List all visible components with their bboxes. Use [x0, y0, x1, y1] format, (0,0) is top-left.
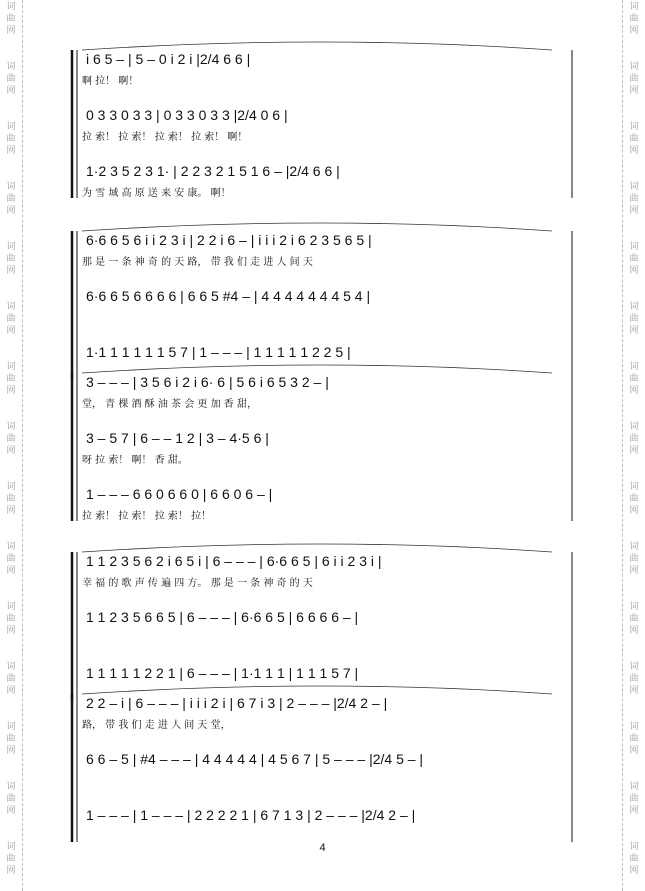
staff-lyric: 堂， 青 棵 酒 酥 油 茶 会 更 加 香 甜，: [82, 399, 257, 410]
watermark-glyph: 曲: [6, 434, 16, 444]
watermark-glyph: 网: [629, 746, 639, 756]
slur: [82, 544, 552, 552]
watermark-glyph: 词: [6, 62, 16, 72]
staff-lyric: 路， 带 我 们 走 进 人 间 天 堂，: [82, 720, 231, 731]
staff-notes: 3 – 5 7 | 6 – – 1 2 | 3 – 4·5 6 |: [86, 430, 269, 446]
watermark-glyph: 词: [6, 242, 16, 252]
watermark-glyph: 网: [6, 686, 16, 696]
watermark-glyph: 词: [6, 122, 16, 132]
watermark-glyph: 词: [629, 182, 639, 192]
watermark-glyph: 曲: [629, 794, 639, 804]
watermark-glyph: 词: [629, 482, 639, 492]
watermark-glyph: 曲: [629, 614, 639, 624]
page-number: 4: [319, 842, 326, 854]
staff-lyric: 拉 索！ 拉 索！ 拉 索！ 拉！: [82, 511, 212, 522]
watermark-glyph: 词: [629, 722, 639, 732]
watermark-glyph: 网: [629, 326, 639, 336]
watermark-glyph: 曲: [629, 854, 639, 864]
watermark-glyph: 曲: [629, 74, 639, 84]
watermark-glyph: 词: [629, 62, 639, 72]
watermark-glyph: 词: [6, 782, 16, 792]
staff-notes: 6·6 6 5 6 i i 2 3 i | 2 2 i 6 – | i i i 2 i 6 2 3 5 6 5 |: [86, 232, 372, 248]
slur: [82, 42, 552, 50]
watermark-glyph: 网: [629, 866, 639, 876]
watermark-glyph: 网: [6, 566, 16, 576]
watermark-glyph: 词: [6, 602, 16, 612]
watermark-glyph: 网: [629, 506, 639, 516]
watermark-glyph: 曲: [6, 74, 16, 84]
watermark-glyph: 网: [6, 326, 16, 336]
watermark-glyph: 词: [6, 542, 16, 552]
watermark-glyph: 词: [629, 662, 639, 672]
watermark-glyph: 词: [629, 602, 639, 612]
staff-notes: 1·1 1 1 1 1 1 5 7 | 1 – – – | 1 1 1 1 1 2 2 5 |: [86, 344, 351, 360]
staff-lyric: 啊 拉！ 啊！: [82, 76, 139, 87]
watermark-glyph: 网: [629, 386, 639, 396]
watermark-glyph: 曲: [629, 374, 639, 384]
watermark-glyph: 词: [629, 842, 639, 852]
watermark-glyph: 曲: [629, 134, 639, 144]
watermark-glyph: 曲: [629, 554, 639, 564]
watermark-glyph: 网: [6, 866, 16, 876]
staff-lyric: 那 是 一 条 神 奇 的 天 路， 带 我 们 走 进 人 间 天: [82, 257, 313, 268]
watermark-glyph: 词: [6, 722, 16, 732]
watermark-glyph: 网: [6, 206, 16, 216]
watermark-glyph: 曲: [6, 14, 16, 24]
watermark-glyph: 网: [629, 686, 639, 696]
watermark-glyph: 曲: [629, 734, 639, 744]
watermark-glyph: 曲: [6, 374, 16, 384]
staff-notes: 0 3 3 0 3 3 | 0 3 3 0 3 3 |2/4 0 6 |: [86, 107, 288, 123]
watermark-glyph: 词: [629, 2, 639, 12]
staff-notes: 3 – – – | 3 5 6 i 2 i 6· 6 | 5 6 i 6 5 3 2 – |: [86, 374, 329, 390]
watermark-glyph: 词: [6, 422, 16, 432]
watermark-glyph: 曲: [629, 254, 639, 264]
slur: [82, 686, 552, 694]
watermark-glyph: 词: [629, 422, 639, 432]
watermark-glyph: 曲: [6, 494, 16, 504]
watermark-glyph: 网: [6, 626, 16, 636]
slur: [82, 365, 552, 373]
staff-notes: 1 1 2 3 5 6 2 i 6 5 i | 6 – – – | 6·6 6 5 | 6 i i 2 3 i |: [86, 553, 382, 569]
watermark-glyph: 词: [6, 362, 16, 372]
watermark-glyph: 网: [629, 206, 639, 216]
watermark-glyph: 网: [6, 386, 16, 396]
watermark-glyph: 词: [629, 302, 639, 312]
watermark-glyph: 网: [6, 146, 16, 156]
staff-notes: 1 – – – 6 6 0 6 6 0 | 6 6 0 6 – |: [86, 486, 273, 502]
watermark-glyph: 网: [629, 26, 639, 36]
watermark-glyph: 网: [629, 446, 639, 456]
watermark-glyph: 曲: [6, 314, 16, 324]
watermark-glyph: 词: [6, 182, 16, 192]
watermark-glyph: 网: [629, 266, 639, 276]
watermark-glyph: 曲: [629, 314, 639, 324]
watermark-glyph: 词: [6, 482, 16, 492]
watermark-glyph: 曲: [629, 494, 639, 504]
watermark-glyph: 网: [6, 806, 16, 816]
staff-lyric: 为 雪 域 高 原 送 来 安 康。 啊！: [82, 188, 231, 199]
watermark-glyph: 网: [6, 86, 16, 96]
staff-lyric: 呀 拉 索！ 啊！ 香 甜。: [82, 455, 188, 466]
staff-notes: 1·2 3 5 2 3 1· | 2 2 3 2 1 5 1 6 – |2/4 6 6 |: [86, 163, 340, 179]
watermark-glyph: 曲: [6, 554, 16, 564]
watermark-glyph: 词: [629, 782, 639, 792]
watermark-glyph: 曲: [629, 194, 639, 204]
watermark-glyph: 网: [629, 86, 639, 96]
watermark-glyph: 曲: [629, 434, 639, 444]
watermark-glyph: 网: [629, 566, 639, 576]
watermark-glyph: 曲: [6, 134, 16, 144]
staff-notes: 6 6 – 5 | #4 – – – | 4 4 4 4 4 | 4 5 6 7 | 5 – – – |2/4 5 – |: [86, 751, 424, 767]
watermark-glyph: 词: [629, 362, 639, 372]
watermark-glyph: 词: [629, 542, 639, 552]
watermark-glyph: 曲: [6, 734, 16, 744]
watermark-glyph: 词: [6, 842, 16, 852]
watermark-glyph: 词: [629, 242, 639, 252]
watermark-glyph: 词: [629, 122, 639, 132]
slur: [82, 223, 552, 231]
watermark-glyph: 曲: [6, 254, 16, 264]
watermark-glyph: 网: [6, 266, 16, 276]
staff-notes: 2 2 – i | 6 – – – | i i i 2 i | 6 7 i 3 | 2 – – – |2/4 2 – |: [86, 695, 388, 711]
staff-notes: 6·6 6 5 6 6 6 6 | 6 6 5 #4 – | 4 4 4 4 4 4 4 5 4 |: [86, 288, 371, 304]
staff-lyric: 幸 福 的 歌 声 传 遍 四 方。 那 是 一 条 神 奇 的 天: [82, 578, 313, 589]
watermark-glyph: 网: [629, 626, 639, 636]
watermark-glyph: 网: [629, 146, 639, 156]
watermark-glyph: 曲: [6, 194, 16, 204]
watermark-glyph: 词: [6, 302, 16, 312]
watermark-glyph: 网: [6, 746, 16, 756]
staff-notes: 1 – – – | 1 – – – | 2 2 2 2 1 | 6 7 1 3 | 2 – – – |2/4 2 – |: [86, 807, 416, 823]
watermark-glyph: 网: [6, 506, 16, 516]
watermark-glyph: 曲: [629, 14, 639, 24]
watermark-glyph: 词: [6, 2, 16, 12]
watermark-glyph: 曲: [6, 854, 16, 864]
watermark-glyph: 曲: [6, 614, 16, 624]
watermark-glyph: 网: [6, 26, 16, 36]
watermark-glyph: 网: [629, 806, 639, 816]
watermark-glyph: 曲: [6, 674, 16, 684]
staff-notes: 1 1 2 3 5 6 6 5 | 6 – – – | 6·6 6 5 | 6 6 6 6 – |: [86, 609, 359, 625]
watermark-glyph: 曲: [6, 794, 16, 804]
watermark-glyph: 网: [6, 446, 16, 456]
watermark-glyph: 词: [6, 662, 16, 672]
watermark-glyph: 曲: [629, 674, 639, 684]
staff-notes: i 6 5 – | 5 – 0 i 2 i |2/4 6 6 |: [86, 51, 251, 67]
staff-lyric: 拉 索！ 拉 索！ 拉 索！ 拉 索！ 啊！: [82, 132, 248, 143]
staff-notes: 1 1 1 1 1 2 2 1 | 6 – – – | 1·1 1 1 | 1 1 1 5 7 |: [86, 665, 359, 681]
